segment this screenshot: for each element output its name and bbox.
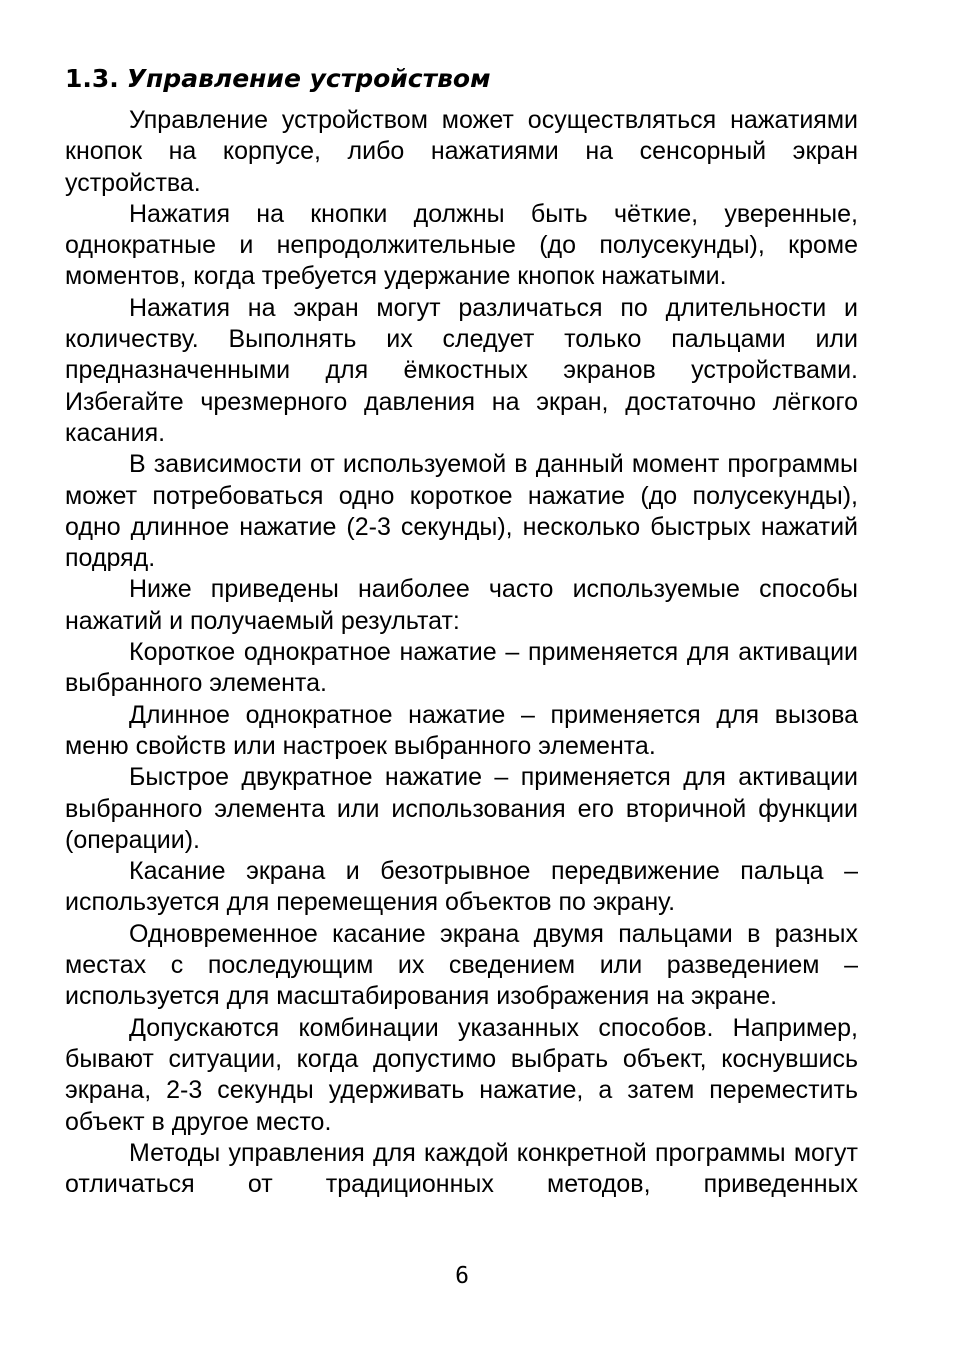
paragraph-short-press: Короткое однократное нажатие – применяется для активации выбранного элемента.: [65, 638, 858, 698]
paragraph-intro: Управление устройством может осуществляться нажатиями кнопок на корпусе, либо нажатиями на сенсорный экран устройства.: [65, 106, 858, 197]
paragraph-pinch: Одновременное касание экрана двумя пальцами в разных местах с последующим их сведением или разведением – используется для масштабирования изображения на экране.: [65, 919, 858, 1011]
paragraph-combinations: Допускаются комбинации указанных способов. Например, бывают ситуации, когда допустимо выбрать объект, коснувшись экрана, 2-3 секунды удерживать нажатие, а затем переместить объект в другое место.: [65, 1013, 858, 1136]
paragraph-program-methods: Методы управления для каждой конкретной программы могут отличаться от традиционных методов, приведенных: [65, 1138, 858, 1199]
paragraph-double-press: Быстрое двукратное нажатие – применяется для активации выбранного элемента или использования его вторичной функции (операции).: [65, 763, 858, 854]
paragraph-long-press: Длинное однократное нажатие – применяется для вызова меню свойств или настроек выбранного элемента.: [65, 700, 858, 760]
body-text: [65, 105, 858, 1200]
section-number: 1.3.: [65, 64, 119, 93]
page-number: 6: [455, 1263, 469, 1289]
paragraph-methods-intro: Ниже приведены наиболее часто используемые способы нажатий и получаемый результат:: [65, 575, 858, 635]
paragraph-drag: Касание экрана и безотрывное передвижение пальца – используется для перемещения объектов по экрану.: [65, 857, 858, 917]
paragraph-buttons: Нажатия на кнопки должны быть чёткие, уверенные, однократные и непродолжительные (до полусекунды), кроме моментов, когда требуется удержание кнопок нажатыми.: [65, 199, 858, 291]
section-title: Управление устройством: [126, 64, 491, 93]
paragraph-screen-presses: Нажатия на экран могут различаться по длительности и количеству. Выполнять их следует только пальцами или предназначенными для ёмкостных экранов устройствами. Избегайте чрезмерного давления на экран, достаточно лёгкого касания.: [65, 293, 858, 447]
section-heading: [65, 62, 491, 96]
paragraph-press-types: В зависимости от используемой в данный момент программы может потребоваться одно короткое нажатие (до полусекунды), одно длинное нажатие (2-3 секунды), несколько быстрых нажатий подряд.: [65, 450, 858, 573]
